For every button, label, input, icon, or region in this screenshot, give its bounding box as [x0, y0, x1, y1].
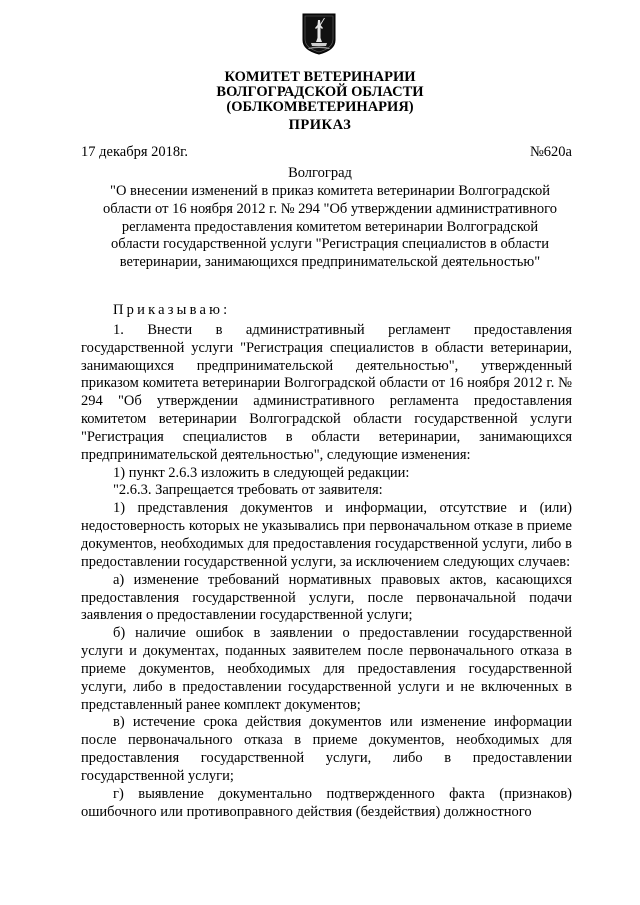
org-name-line-2: ВОЛГОГРАДСКОЙ ОБЛАСТИ	[216, 84, 424, 100]
document-number: №620а	[529, 144, 572, 160]
paragraph-6: б) наличие ошибок в заявлении о предоставлении государственной услуги и документах, поданных заявителем после первоначального отказа в приеме документов, необходимых для предоставления государственной услуги, либо в предоставлении государственной услуги и не включенных в представленный ранее комплект документов;	[81, 625, 572, 713]
paragraph-7: в) истечение срока действия документов или изменение информации после первоначального отказа в приеме документов, необходимых для предоставления государственной услуги, либо в предоставлении государственной услуги;	[81, 714, 572, 784]
order-word: Приказываю:	[113, 302, 231, 318]
document-body	[81, 302, 572, 821]
document-type: ПРИКАЗ	[288, 117, 352, 133]
org-name-line-3: (ОБЛКОМВЕТЕРИНАРИЯ)	[226, 99, 414, 115]
paragraph-1: 1. Внести в административный регламент предоставления государственной услуги "Регистрация специалистов в области ветеринарии, занимающихся предпринимательской деятельностью", утвержденный приказом комитета ветеринарии Волгоградской области от 16 ноября 2012 г. № 294 "Об утверждении административного регламента предоставления комитетом ветеринарии Волгоградской области государственной услуги "Регистрация специалистов в области ветеринарии, занимающихся предпринимательской деятельностью", следующие изменения:	[81, 321, 572, 463]
paragraph-8: г) выявление документально подтвержденного факта (признаков) ошибочного или противоправного действия (бездействия) должностного	[81, 785, 572, 820]
paragraph-4: 1) представления документов и информации, отсутствие и (или) недостоверность которых не указывались при первоначальном отказе в приеме документов, необходимых для предоставления государственной услуги, либо в предоставлении государственной услуги, за исключением следующих случаев:	[81, 500, 572, 570]
document-date: 17 декабря 2018г.	[81, 144, 189, 160]
org-name-line-1: КОМИТЕТ ВЕТЕРИНАРИИ	[224, 69, 416, 85]
document-city: Волгоград	[288, 165, 352, 181]
document-subject: "О внесении изменений в приказ комитета ветеринарии Волгоградской области от 16 ноября 2012 г. № 294 "Об утверждении административного регламента предоставления комитетом ветеринарии Волгоградской области государственной услуги "Регистрация специалистов в области ветеринарии, занимающихся предпринимательской деятельностью"	[102, 183, 558, 271]
paragraph-5: а) изменение требований нормативных правовых актов, касающихся предоставления государственной услуги, после первоначальной подачи заявления о предоставлении государственной услуги;	[81, 571, 572, 624]
coat-of-arms-icon	[301, 12, 337, 56]
paragraph-2: 1) пункт 2.6.3 изложить в следующей редакции:	[113, 464, 410, 481]
paragraph-3: "2.6.3. Запрещается требовать от заявителя:	[113, 482, 383, 499]
